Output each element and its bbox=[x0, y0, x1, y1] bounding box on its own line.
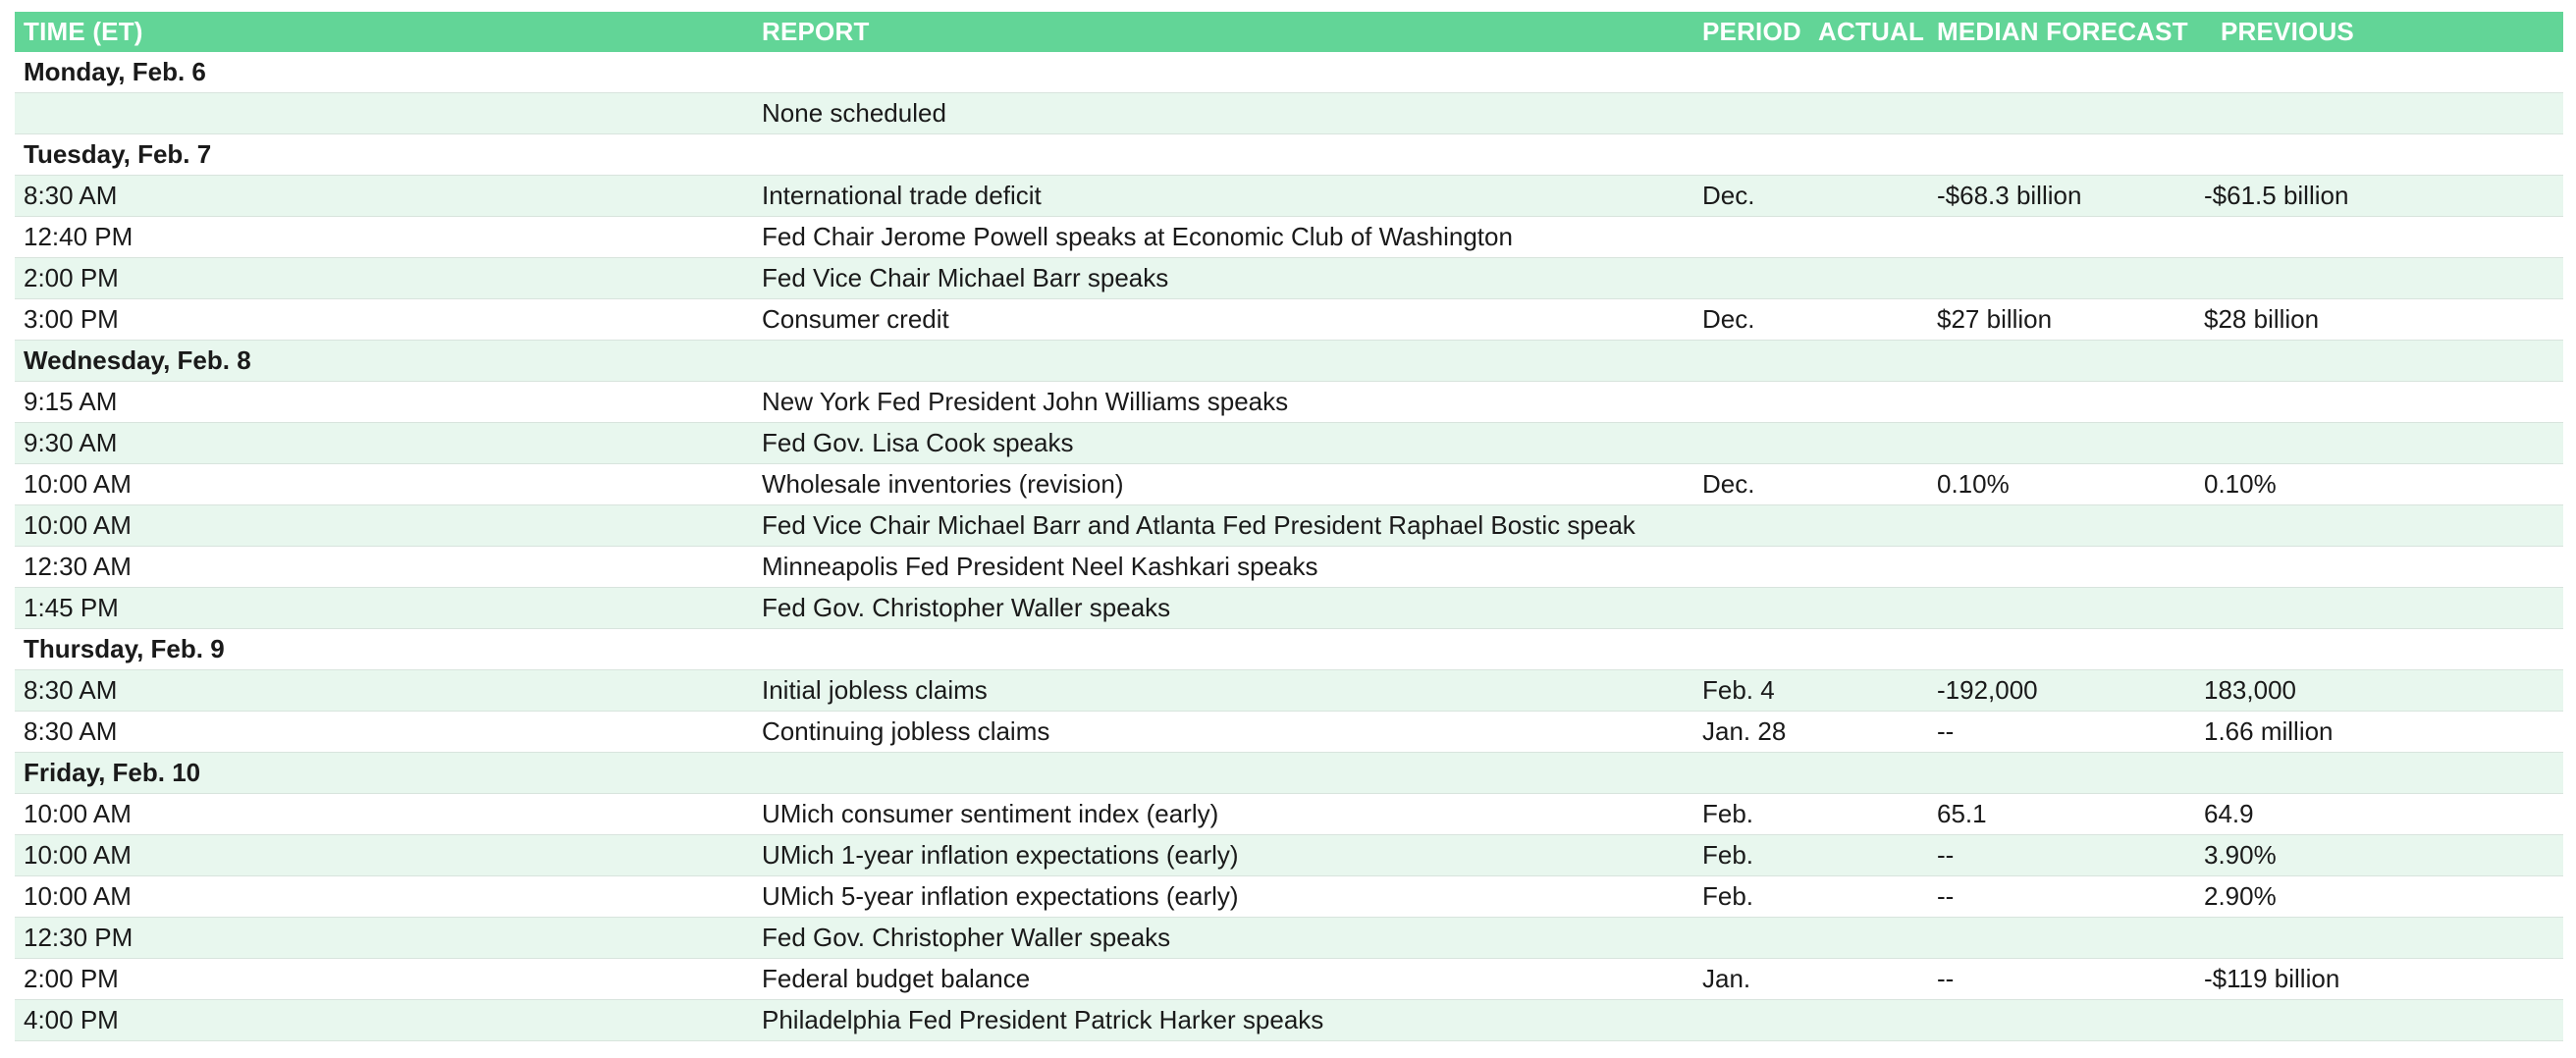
table-row bbox=[15, 712, 2563, 753]
table-row bbox=[15, 1000, 2563, 1041]
time-cell: 12:30 AM bbox=[24, 552, 132, 581]
period-cell: Feb. bbox=[1702, 840, 1754, 870]
report-cell: Fed Vice Chair Michael Barr speaks bbox=[762, 263, 1169, 292]
report-cell: None scheduled bbox=[762, 98, 946, 128]
time-cell: 8:30 AM bbox=[24, 181, 118, 210]
table-header-row bbox=[15, 12, 2563, 52]
header-median-forecast: MEDIAN FORECAST bbox=[1937, 17, 2188, 46]
previous-cell: 64.9 bbox=[2204, 799, 2254, 828]
median-forecast-cell: -$68.3 billion bbox=[1937, 181, 2082, 210]
table-row bbox=[15, 258, 2563, 299]
report-cell: Fed Gov. Christopher Waller speaks bbox=[762, 593, 1171, 622]
table-row bbox=[15, 217, 2563, 258]
table-row bbox=[15, 547, 2563, 588]
day-group-row bbox=[15, 52, 2563, 93]
time-cell: 9:15 AM bbox=[24, 387, 118, 416]
header-time: TIME (ET) bbox=[24, 17, 143, 46]
time-cell: 3:00 PM bbox=[24, 304, 119, 334]
period-cell: Feb. 4 bbox=[1702, 675, 1775, 705]
table-row bbox=[15, 835, 2563, 876]
time-cell: 10:00 AM bbox=[24, 881, 132, 911]
report-cell: Fed Gov. Lisa Cook speaks bbox=[762, 428, 1074, 457]
report-cell: International trade deficit bbox=[762, 181, 1042, 210]
time-cell: 4:00 PM bbox=[24, 1005, 119, 1034]
economic-calendar-table bbox=[15, 12, 2563, 1041]
report-cell: UMich consumer sentiment index (early) bbox=[762, 799, 1219, 828]
time-cell: 8:30 AM bbox=[24, 675, 118, 705]
header-report: REPORT bbox=[762, 17, 870, 46]
period-cell: Feb. bbox=[1702, 881, 1754, 911]
table-row bbox=[15, 959, 2563, 1000]
period-cell: Dec. bbox=[1702, 181, 1755, 210]
previous-cell: 2.90% bbox=[2204, 881, 2277, 911]
table-row bbox=[15, 794, 2563, 835]
header-actual: ACTUAL bbox=[1818, 17, 1925, 46]
median-forecast-cell: 65.1 bbox=[1937, 799, 1987, 828]
median-forecast-cell: -- bbox=[1937, 716, 1955, 746]
time-cell: 10:00 AM bbox=[24, 469, 132, 499]
table-row bbox=[15, 176, 2563, 217]
median-forecast-cell: -- bbox=[1937, 881, 1955, 911]
table-row bbox=[15, 918, 2563, 959]
table-row bbox=[15, 299, 2563, 341]
time-cell: 12:30 PM bbox=[24, 923, 134, 952]
report-cell: UMich 1-year inflation expectations (early) bbox=[762, 840, 1239, 870]
time-cell: 10:00 AM bbox=[24, 840, 132, 870]
time-cell: 10:00 AM bbox=[24, 799, 132, 828]
day-group-row bbox=[15, 134, 2563, 176]
day-group-row bbox=[15, 629, 2563, 670]
day-label: Thursday, Feb. 9 bbox=[24, 634, 225, 663]
report-cell: Initial jobless claims bbox=[762, 675, 988, 705]
previous-cell: 3.90% bbox=[2204, 840, 2277, 870]
previous-cell: $28 billion bbox=[2204, 304, 2320, 334]
table-row bbox=[15, 382, 2563, 423]
day-group-row bbox=[15, 753, 2563, 794]
report-cell: Federal budget balance bbox=[762, 964, 1031, 993]
report-cell: Fed Chair Jerome Powell speaks at Economic Club of Washington bbox=[762, 222, 1513, 251]
time-cell: 1:45 PM bbox=[24, 593, 119, 622]
period-cell: Jan. 28 bbox=[1702, 716, 1787, 746]
previous-cell: -$61.5 billion bbox=[2204, 181, 2349, 210]
header-previous: PREVIOUS bbox=[2221, 17, 2354, 46]
report-cell: Continuing jobless claims bbox=[762, 716, 1050, 746]
period-cell: Dec. bbox=[1702, 304, 1755, 334]
header-period: PERIOD bbox=[1702, 17, 1801, 46]
median-forecast-cell: -- bbox=[1937, 964, 1955, 993]
median-forecast-cell: 0.10% bbox=[1937, 469, 2010, 499]
time-cell: 2:00 PM bbox=[24, 964, 119, 993]
period-cell: Dec. bbox=[1702, 469, 1755, 499]
report-cell: UMich 5-year inflation expectations (early) bbox=[762, 881, 1239, 911]
table-row bbox=[15, 93, 2563, 134]
time-cell: 12:40 PM bbox=[24, 222, 134, 251]
table-row bbox=[15, 423, 2563, 464]
day-label: Friday, Feb. 10 bbox=[24, 758, 201, 787]
period-cell: Jan. bbox=[1702, 964, 1751, 993]
time-cell: 2:00 PM bbox=[24, 263, 119, 292]
previous-cell: 1.66 million bbox=[2204, 716, 2334, 746]
report-cell: New York Fed President John Williams speaks bbox=[762, 387, 1289, 416]
report-cell: Consumer credit bbox=[762, 304, 949, 334]
table-row bbox=[15, 588, 2563, 629]
median-forecast-cell: -192,000 bbox=[1937, 675, 2038, 705]
day-label: Wednesday, Feb. 8 bbox=[24, 345, 251, 375]
time-cell: 10:00 AM bbox=[24, 510, 132, 540]
report-cell: Wholesale inventories (revision) bbox=[762, 469, 1124, 499]
previous-cell: 0.10% bbox=[2204, 469, 2277, 499]
table-row bbox=[15, 464, 2563, 505]
report-cell: Fed Vice Chair Michael Barr and Atlanta Fed President Raphael Bostic speak bbox=[762, 510, 1636, 540]
median-forecast-cell: $27 billion bbox=[1937, 304, 2053, 334]
time-cell: 9:30 AM bbox=[24, 428, 118, 457]
report-cell: Philadelphia Fed President Patrick Harker speaks bbox=[762, 1005, 1324, 1034]
table-row bbox=[15, 876, 2563, 918]
day-group-row bbox=[15, 341, 2563, 382]
table-body bbox=[15, 52, 2563, 1041]
previous-cell: 183,000 bbox=[2204, 675, 2296, 705]
report-cell: Fed Gov. Christopher Waller speaks bbox=[762, 923, 1171, 952]
table-row bbox=[15, 670, 2563, 712]
period-cell: Feb. bbox=[1702, 799, 1754, 828]
day-label: Tuesday, Feb. 7 bbox=[24, 139, 212, 169]
median-forecast-cell: -- bbox=[1937, 840, 1955, 870]
report-cell: Minneapolis Fed President Neel Kashkari speaks bbox=[762, 552, 1318, 581]
time-cell: 8:30 AM bbox=[24, 716, 118, 746]
table-row bbox=[15, 505, 2563, 547]
day-label: Monday, Feb. 6 bbox=[24, 57, 206, 86]
previous-cell: -$119 billion bbox=[2204, 964, 2340, 993]
